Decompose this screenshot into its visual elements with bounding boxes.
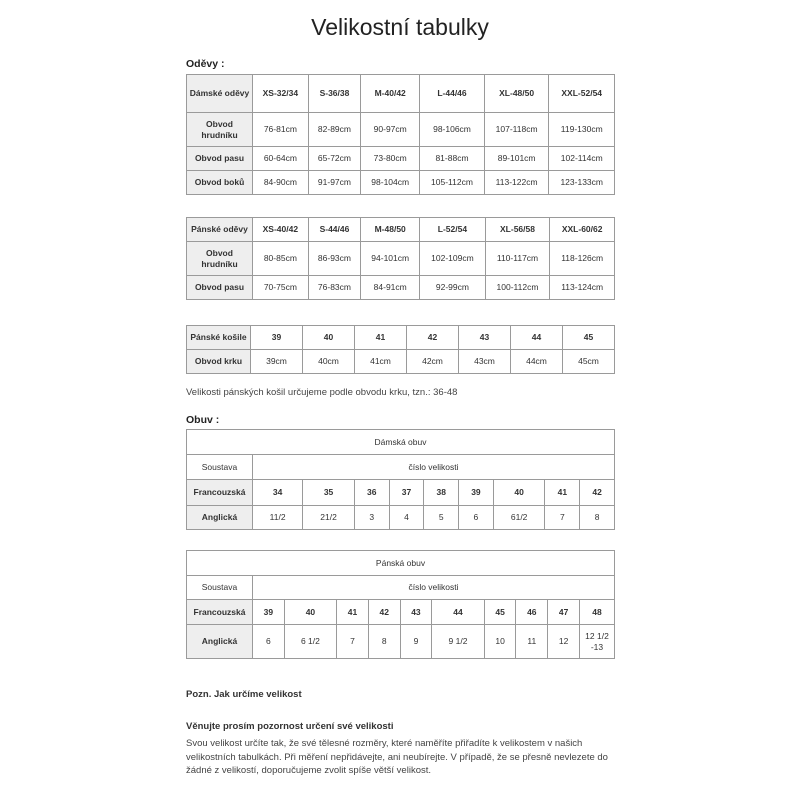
- size-header-cell: 45: [563, 326, 615, 350]
- value-cell: 3: [354, 506, 389, 530]
- row-label-cell: Anglická: [187, 506, 253, 530]
- value-cell: 11/2: [253, 506, 303, 530]
- value-cell: 42: [368, 600, 400, 625]
- value-cell: 42cm: [407, 350, 459, 374]
- value-cell: 39cm: [251, 350, 303, 374]
- value-cell: 82-89cm: [308, 113, 360, 147]
- row-label-cell: Anglická: [187, 625, 253, 659]
- value-cell: 80-85cm: [253, 242, 309, 276]
- value-cell: 100-112cm: [485, 276, 550, 300]
- value-cell: 113-124cm: [550, 276, 615, 300]
- value-cell: 61/2: [493, 506, 545, 530]
- value-cell: 119-130cm: [549, 113, 615, 147]
- value-cell: 6: [253, 625, 285, 659]
- value-cell: 7: [337, 625, 369, 659]
- value-cell: 44cm: [511, 350, 563, 374]
- section-clothing-heading: Oděvy :: [186, 58, 225, 70]
- size-label-cell: číslo velikosti: [253, 455, 615, 480]
- value-cell: 12 1/2 -13: [580, 625, 615, 659]
- value-cell: 11: [516, 625, 548, 659]
- value-cell: 34: [253, 480, 303, 506]
- value-cell: 37: [389, 480, 424, 506]
- page-title: Velikostní tabulky: [311, 14, 489, 40]
- value-cell: 70-75cm: [253, 276, 309, 300]
- system-label-cell: Soustava: [187, 455, 253, 480]
- value-cell: 84-91cm: [361, 276, 420, 300]
- value-cell: 92-99cm: [420, 276, 486, 300]
- size-header-cell: XXL-60/62: [550, 218, 615, 242]
- value-cell: 21/2: [303, 506, 355, 530]
- value-cell: 94-101cm: [361, 242, 420, 276]
- value-cell: 102-109cm: [420, 242, 486, 276]
- size-header-cell: XL-48/50: [484, 75, 549, 113]
- value-cell: 84-90cm: [253, 171, 309, 195]
- value-cell: 81-88cm: [420, 147, 485, 171]
- section-shoes-heading: Obuv :: [186, 414, 220, 426]
- value-cell: 8: [580, 506, 615, 530]
- size-header-cell: L-52/54: [420, 218, 486, 242]
- note-heading: Pozn. Jak určíme velikost: [186, 689, 302, 700]
- row-label-cell: Obvod boků: [187, 171, 253, 195]
- value-cell: 76-83cm: [308, 276, 360, 300]
- women-shoes-table: [186, 429, 615, 530]
- value-cell: 45cm: [563, 350, 615, 374]
- value-cell: 118-126cm: [550, 242, 615, 276]
- size-header-cell: M-40/42: [361, 75, 420, 113]
- table-title-cell: Pánská obuv: [187, 551, 615, 576]
- value-cell: 46: [516, 600, 548, 625]
- value-cell: 9: [400, 625, 432, 659]
- value-cell: 123-133cm: [549, 171, 615, 195]
- size-header-cell: XXL-52/54: [549, 75, 615, 113]
- value-cell: 40: [493, 480, 545, 506]
- row-label-cell: Obvod hrudníku: [187, 242, 253, 276]
- size-header-cell: 42: [407, 326, 459, 350]
- value-cell: 107-118cm: [484, 113, 549, 147]
- value-cell: 86-93cm: [308, 242, 360, 276]
- value-cell: 43: [400, 600, 432, 625]
- row-label-cell: Francouzská: [187, 600, 253, 625]
- instructions-paragraph: Svou velikost určíte tak, že své tělesné rozměry, které naměříte přiřadíte k velikostem v našich velikostních tabulkách. Při měření nepřidávejte, ani neubírejte. V případě, že se přesně nevlezete do žádné z velikostí, doporučujeme zvolit spíše větší velikost.: [186, 738, 608, 776]
- row-label-cell: Obvod pasu: [187, 147, 253, 171]
- size-label-cell: číslo velikosti: [253, 576, 615, 600]
- value-cell: 65-72cm: [308, 147, 360, 171]
- value-cell: 41: [337, 600, 369, 625]
- size-header-cell: 44: [511, 326, 563, 350]
- value-cell: 40: [284, 600, 336, 625]
- size-header-cell: 39: [251, 326, 303, 350]
- value-cell: 39: [459, 480, 494, 506]
- value-cell: 105-112cm: [420, 171, 485, 195]
- size-header-cell: 40: [303, 326, 355, 350]
- men-clothing-table: [186, 217, 615, 300]
- value-cell: 43cm: [459, 350, 511, 374]
- attention-heading: Věnujte prosím pozornost určení své velikosti: [186, 721, 394, 732]
- size-header-cell: XS-32/34: [253, 75, 309, 113]
- value-cell: 47: [548, 600, 580, 625]
- value-cell: 5: [424, 506, 459, 530]
- value-cell: 98-104cm: [361, 171, 420, 195]
- value-cell: 10: [484, 625, 516, 659]
- size-header-cell: XS-40/42: [253, 218, 309, 242]
- value-cell: 48: [580, 600, 615, 625]
- value-cell: 41cm: [355, 350, 407, 374]
- value-cell: 4: [389, 506, 424, 530]
- value-cell: 76-81cm: [253, 113, 309, 147]
- value-cell: 39: [253, 600, 285, 625]
- value-cell: 7: [545, 506, 580, 530]
- value-cell: 90-97cm: [361, 113, 420, 147]
- value-cell: 40cm: [303, 350, 355, 374]
- table-header-cell: Pánské košile: [187, 326, 251, 350]
- row-label-cell: Obvod hrudníku: [187, 113, 253, 147]
- value-cell: 89-101cm: [484, 147, 549, 171]
- value-cell: 91-97cm: [308, 171, 360, 195]
- value-cell: 110-117cm: [485, 242, 550, 276]
- value-cell: 60-64cm: [253, 147, 309, 171]
- value-cell: 44: [432, 600, 484, 625]
- table-header-cell: Pánské oděvy: [187, 218, 253, 242]
- women-clothing-table: [186, 74, 615, 195]
- row-label-cell: Francouzská: [187, 480, 253, 506]
- value-cell: 41: [545, 480, 580, 506]
- value-cell: 8: [368, 625, 400, 659]
- size-header-cell: 43: [459, 326, 511, 350]
- value-cell: 12: [548, 625, 580, 659]
- value-cell: 35: [303, 480, 355, 506]
- size-header-cell: XL-56/58: [485, 218, 550, 242]
- table-header-cell: Dámské oděvy: [187, 75, 253, 113]
- size-header-cell: M-48/50: [361, 218, 420, 242]
- value-cell: 73-80cm: [361, 147, 420, 171]
- value-cell: 98-106cm: [420, 113, 485, 147]
- value-cell: 6: [459, 506, 494, 530]
- men-shirts-table: [186, 325, 615, 374]
- size-header-cell: L-44/46: [420, 75, 485, 113]
- size-header-cell: 41: [355, 326, 407, 350]
- value-cell: 45: [484, 600, 516, 625]
- value-cell: 38: [424, 480, 459, 506]
- size-header-cell: S-44/46: [308, 218, 360, 242]
- shirt-size-note: Velikosti pánských košil určujeme podle obvodu krku, tzn.: 36-48: [186, 387, 458, 398]
- men-shoes-table: [186, 550, 615, 659]
- value-cell: 42: [580, 480, 615, 506]
- system-label-cell: Soustava: [187, 576, 253, 600]
- value-cell: 113-122cm: [484, 171, 549, 195]
- table-title-cell: Dámská obuv: [187, 430, 615, 455]
- value-cell: 36: [354, 480, 389, 506]
- size-header-cell: S-36/38: [308, 75, 360, 113]
- row-label-cell: Obvod krku: [187, 350, 251, 374]
- value-cell: 102-114cm: [549, 147, 615, 171]
- value-cell: 9 1/2: [432, 625, 484, 659]
- row-label-cell: Obvod pasu: [187, 276, 253, 300]
- value-cell: 6 1/2: [284, 625, 336, 659]
